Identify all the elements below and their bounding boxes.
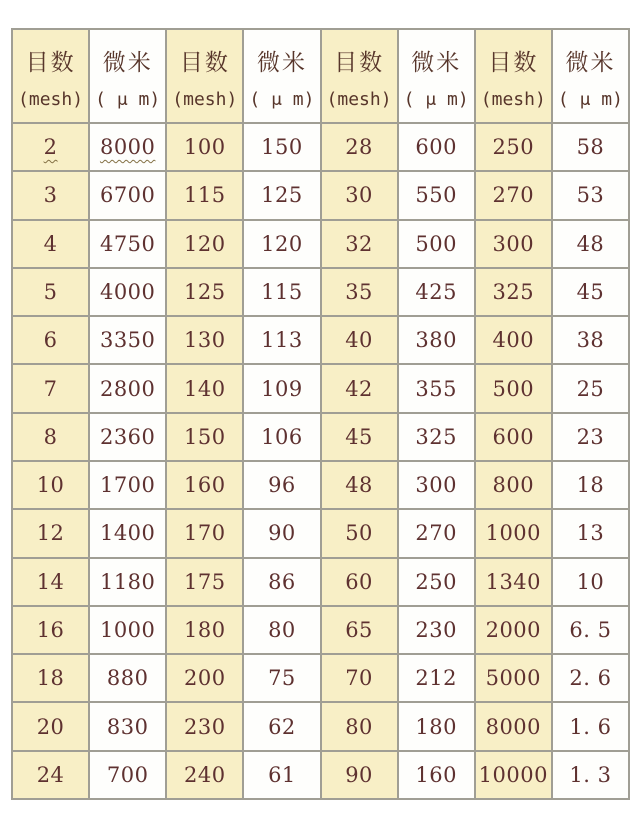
column-header-label: 目数 [334,50,385,76]
table-cell: 25 [552,364,629,412]
table-cell: 325 [475,268,552,316]
table-cell: 90 [321,751,398,799]
table-row [12,413,629,461]
column-header-sublabel: (mesh) [326,89,392,110]
table-cell: 12 [12,509,89,557]
table-cell: 8000 [89,123,166,171]
table-row [12,558,629,606]
table-row [12,606,629,654]
table-cell: 150 [166,413,243,461]
table-cell: 2800 [89,364,166,412]
table-cell: 38 [552,316,629,364]
column-header-mesh [166,29,243,123]
table-cell: 700 [89,751,166,799]
table-cell: 115 [243,268,320,316]
column-header-sublabel: (mesh) [480,89,546,110]
column-header-sublabel: ( μ m) [95,89,161,110]
column-header-inner [90,30,165,122]
table-cell: 500 [475,364,552,412]
table-cell: 106 [243,413,320,461]
column-header-label: 微米 [102,50,153,76]
column-header-micron [552,29,629,123]
table-cell: 240 [166,751,243,799]
table-cell: 355 [398,364,475,412]
table-row [12,509,629,557]
table-cell: 23 [552,413,629,461]
table-cell: 48 [552,220,629,268]
table-cell: 2000 [475,606,552,654]
table-cell: 2. 6 [552,654,629,702]
table-row [12,220,629,268]
table-cell: 53 [552,171,629,219]
column-header-inner [476,30,551,122]
column-header-label: 目数 [488,50,539,76]
table-cell: 1400 [89,509,166,557]
table-header-row [12,29,629,123]
table-cell: 175 [166,558,243,606]
table-cell: 7 [12,364,89,412]
table-cell: 880 [89,654,166,702]
column-header-micron [398,29,475,123]
table-cell: 8000 [475,702,552,750]
column-header-label: 目数 [25,50,76,76]
table-cell: 70 [321,654,398,702]
table-cell: 400 [475,316,552,364]
table-cell: 18 [12,654,89,702]
table-cell: 4000 [89,268,166,316]
table-row [12,316,629,364]
table-cell: 1340 [475,558,552,606]
table-cell: 13 [552,509,629,557]
table-cell: 109 [243,364,320,412]
table-cell: 1700 [89,461,166,509]
column-header-sublabel: (mesh) [172,89,238,110]
table-cell: 1. 3 [552,751,629,799]
table-cell: 61 [243,751,320,799]
table-cell: 10 [12,461,89,509]
table-row [12,268,629,316]
table-cell: 6. 5 [552,606,629,654]
table-cell: 2 [12,123,89,171]
mesh-micron-table-container [11,28,630,800]
table-cell: 4750 [89,220,166,268]
table-cell: 42 [321,364,398,412]
table-row [12,461,629,509]
table-cell: 115 [166,171,243,219]
table-cell: 250 [398,558,475,606]
column-header-sublabel: ( μ m) [403,89,469,110]
column-header-inner [167,30,242,122]
table-cell: 62 [243,702,320,750]
column-header-label: 微米 [565,50,616,76]
table-cell: 3 [12,171,89,219]
table-row [12,702,629,750]
table-cell: 40 [321,316,398,364]
table-cell: 50 [321,509,398,557]
table-cell: 500 [398,220,475,268]
table-cell: 14 [12,558,89,606]
table-cell: 130 [166,316,243,364]
table-cell: 800 [475,461,552,509]
table-cell: 96 [243,461,320,509]
table-cell: 200 [166,654,243,702]
table-row [12,171,629,219]
table-cell: 32 [321,220,398,268]
table-cell: 10 [552,558,629,606]
table-cell: 230 [166,702,243,750]
column-header-sublabel: ( μ m) [557,89,623,110]
table-cell: 380 [398,316,475,364]
table-cell: 180 [398,702,475,750]
table-head [12,29,629,123]
table-cell: 2360 [89,413,166,461]
table-cell: 5000 [475,654,552,702]
table-cell: 75 [243,654,320,702]
table-cell: 230 [398,606,475,654]
table-cell: 325 [398,413,475,461]
table-cell: 24 [12,751,89,799]
table-cell: 550 [398,171,475,219]
table-cell: 3350 [89,316,166,364]
table-cell: 100 [166,123,243,171]
column-header-inner [244,30,319,122]
column-header-inner [553,30,628,122]
table-cell: 18 [552,461,629,509]
table-cell: 30 [321,171,398,219]
column-header-label: 微米 [411,50,462,76]
table-cell: 160 [166,461,243,509]
table-cell: 90 [243,509,320,557]
table-cell: 20 [12,702,89,750]
table-cell: 80 [321,702,398,750]
mesh-micron-table [11,28,630,800]
table-row [12,364,629,412]
table-cell: 6700 [89,171,166,219]
table-cell: 1180 [89,558,166,606]
column-header-sublabel: (mesh) [18,89,84,110]
table-cell: 86 [243,558,320,606]
table-cell: 120 [243,220,320,268]
column-header-mesh [12,29,89,123]
table-cell: 160 [398,751,475,799]
table-cell: 10000 [475,751,552,799]
table-cell: 300 [398,461,475,509]
table-cell: 16 [12,606,89,654]
table-cell: 28 [321,123,398,171]
table-cell: 600 [475,413,552,461]
table-cell: 113 [243,316,320,364]
table-cell: 150 [243,123,320,171]
column-header-label: 目数 [179,50,230,76]
table-cell: 58 [552,123,629,171]
column-header-sublabel: ( μ m) [249,89,315,110]
column-header-micron [243,29,320,123]
table-cell: 125 [243,171,320,219]
table-cell: 1000 [475,509,552,557]
table-row [12,123,629,171]
column-header-inner [322,30,397,122]
table-cell: 830 [89,702,166,750]
table-cell: 80 [243,606,320,654]
table-cell: 170 [166,509,243,557]
table-cell: 1000 [89,606,166,654]
table-body [12,123,629,799]
column-header-micron [89,29,166,123]
table-cell: 65 [321,606,398,654]
table-cell: 4 [12,220,89,268]
table-cell: 35 [321,268,398,316]
table-cell: 180 [166,606,243,654]
table-cell: 45 [552,268,629,316]
table-cell: 48 [321,461,398,509]
column-header-mesh [321,29,398,123]
table-cell: 425 [398,268,475,316]
column-header-label: 微米 [256,50,307,76]
table-cell: 600 [398,123,475,171]
table-cell: 6 [12,316,89,364]
table-cell: 125 [166,268,243,316]
table-cell: 300 [475,220,552,268]
table-cell: 140 [166,364,243,412]
table-cell: 60 [321,558,398,606]
column-header-inner [399,30,474,122]
table-cell: 8 [12,413,89,461]
table-cell: 5 [12,268,89,316]
table-cell: 250 [475,123,552,171]
table-cell: 120 [166,220,243,268]
table-row [12,751,629,799]
table-cell: 45 [321,413,398,461]
column-header-mesh [475,29,552,123]
table-cell: 212 [398,654,475,702]
table-cell: 270 [475,171,552,219]
table-row [12,654,629,702]
table-cell: 1. 6 [552,702,629,750]
table-cell: 270 [398,509,475,557]
column-header-inner [13,30,88,122]
